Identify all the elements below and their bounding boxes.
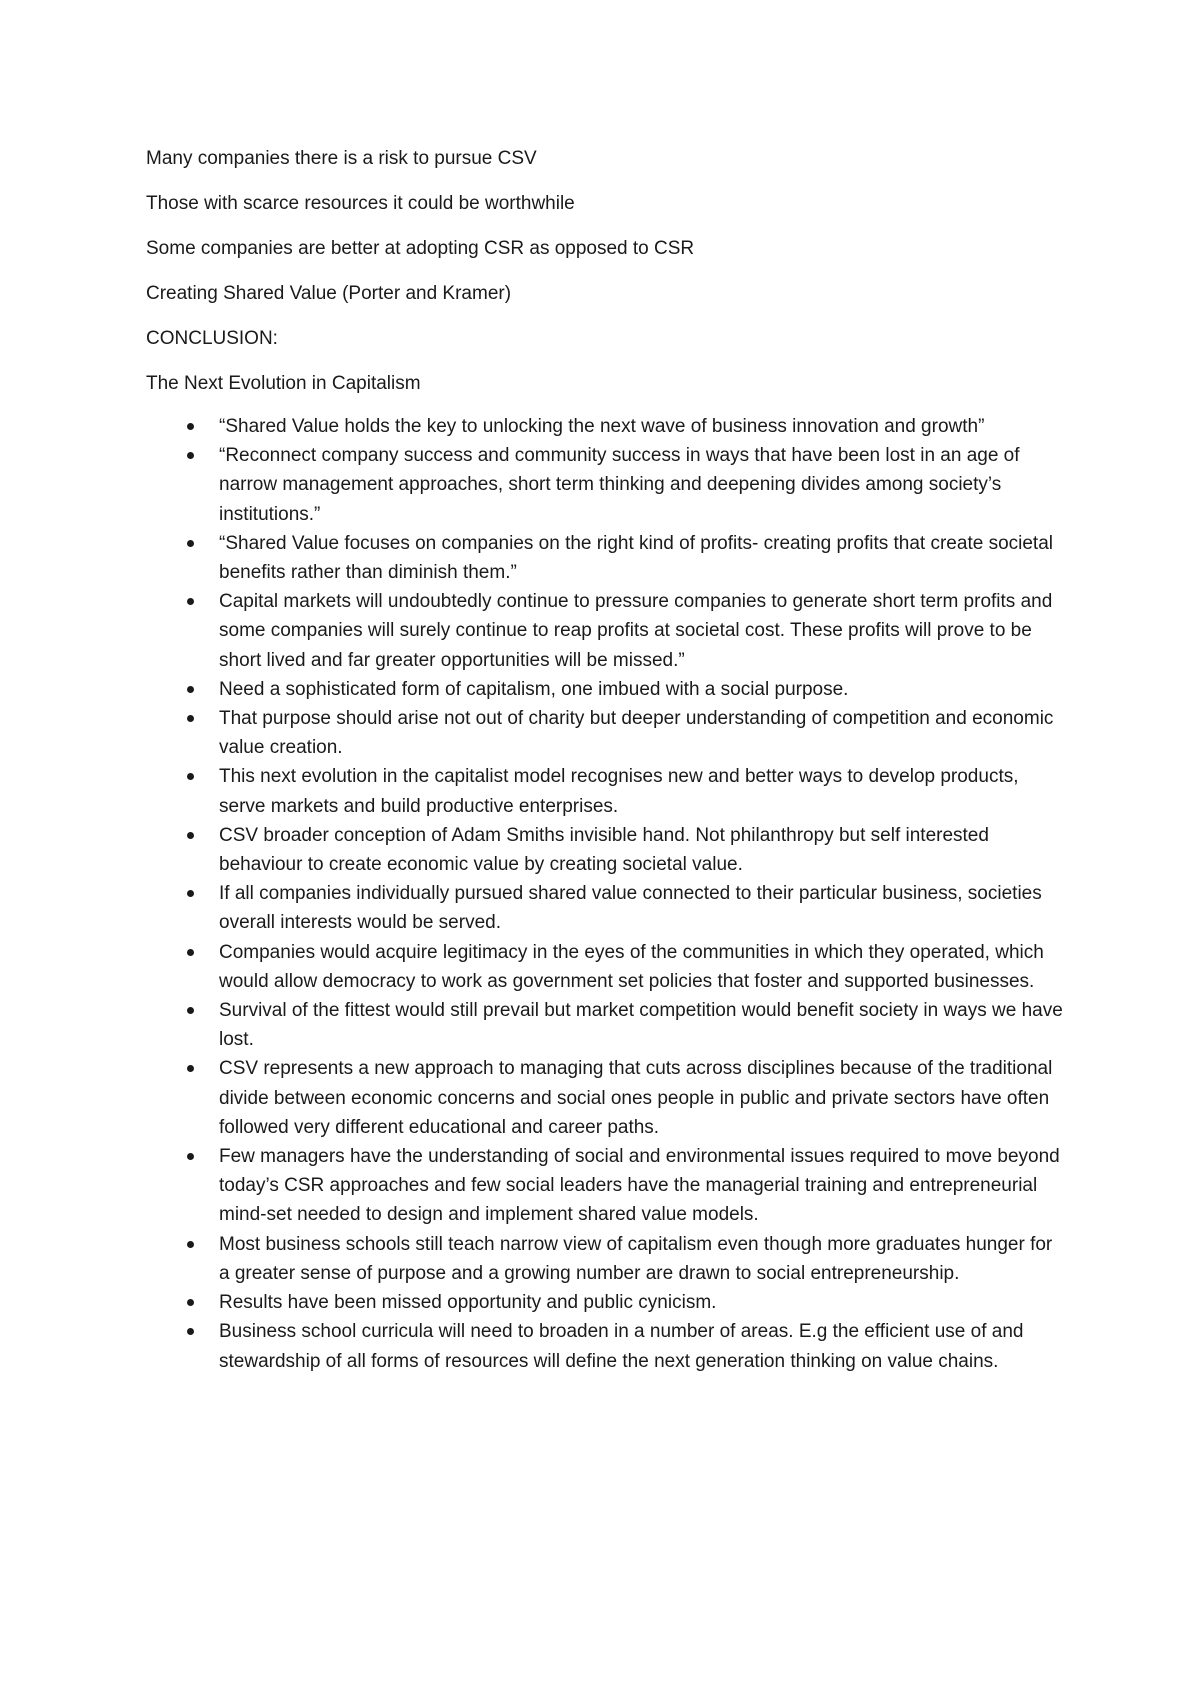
- list-item: [146, 675, 1066, 704]
- list-item-text: Survival of the fittest would still prevail but market competition would benefit society in ways we have lost.: [219, 1000, 1063, 1051]
- list-item: [146, 704, 1066, 762]
- bullet-icon: [187, 423, 194, 430]
- paragraph-creating-shared-value: Creating Shared Value (Porter and Kramer): [146, 283, 512, 304]
- list-item-text: Capital markets will undoubtedly continue to pressure companies to generate short term profits and some companies will surely continue to reap profits at societal cost. These profits will prove to be short lived and far greater opportunities will be missed.”: [219, 591, 1053, 671]
- list-item: [146, 412, 1066, 441]
- list-item: [146, 1054, 1066, 1142]
- bullet-icon: [187, 832, 194, 839]
- bullet-icon: [187, 1241, 194, 1248]
- list-item-text: “Reconnect company success and community success in ways that have been lost in an age of narrow management approaches, short term thinking and deepening divides among society’s institutions.”: [219, 445, 1020, 525]
- bullet-icon: [187, 540, 194, 547]
- bullet-icon: [187, 1153, 194, 1160]
- list-item-text: Business school curricula will need to broaden in a number of areas. E.g the efficient use of and stewardship of all forms of resources will define the next generation thinking on value chains.: [219, 1321, 1024, 1372]
- list-item: [146, 1142, 1066, 1230]
- bullet-icon: [187, 773, 194, 780]
- list-item: [146, 996, 1066, 1054]
- paragraph-adopting-csr: Some companies are better at adopting CSR as opposed to CSR: [146, 238, 695, 259]
- bullet-list: [146, 412, 1066, 1376]
- bullet-icon: [187, 686, 194, 693]
- list-item-text: Few managers have the understanding of social and environmental issues required to move beyond today’s CSR approaches and few social leaders have the managerial training and entrepreneurial mind-set needed to design and implement shared value models.: [219, 1146, 1060, 1226]
- document-body: [146, 146, 1066, 1376]
- bullet-icon: [187, 890, 194, 897]
- heading-conclusion: CONCLUSION:: [146, 328, 278, 349]
- paragraph-scarce-resources: Those with scarce resources it could be worthwhile: [146, 193, 575, 214]
- list-item-text: CSV broader conception of Adam Smiths invisible hand. Not philanthropy but self interested behaviour to create economic value by creating societal value.: [219, 824, 989, 876]
- bullet-icon: [187, 949, 194, 956]
- bullet-icon: [187, 1007, 194, 1014]
- list-item: [146, 762, 1066, 820]
- paragraph-risk-csv: Many companies there is a risk to pursue CSV: [146, 148, 537, 169]
- list-item: [146, 529, 1066, 587]
- list-item: [146, 1317, 1066, 1375]
- list-item: [146, 938, 1066, 996]
- list-item-text: Results have been missed opportunity and public cynicism.: [219, 1292, 717, 1314]
- list-item-text: Most business schools still teach narrow view of capitalism even though more graduates hunger for a greater sense of purpose and a growing number are drawn to social entrepreneurship.: [219, 1233, 1053, 1284]
- list-item-text: “Shared Value focuses on companies on the right kind of profits- creating profits that create societal benefits rather than diminish them.”: [219, 532, 1053, 584]
- list-item-text: If all companies individually pursued shared value connected to their particular business, societies overall interests would be served.: [219, 883, 1042, 934]
- bullet-icon: [187, 1328, 194, 1335]
- bullet-icon: [187, 452, 194, 459]
- list-item: [146, 1288, 1066, 1317]
- list-item: [146, 821, 1066, 879]
- list-item: [146, 879, 1066, 937]
- list-item-text: Need a sophisticated form of capitalism, one imbued with a social purpose.: [219, 678, 849, 700]
- heading-next-evolution: The Next Evolution in Capitalism: [146, 373, 421, 394]
- list-item-text: “Shared Value holds the key to unlocking the next wave of business innovation and growth”: [219, 416, 985, 437]
- list-item-text: This next evolution in the capitalist model recognises new and better ways to develop products, serve markets and build productive enterprises.: [219, 766, 1019, 817]
- list-item: [146, 441, 1066, 529]
- list-item-text: Companies would acquire legitimacy in the eyes of the communities in which they operated, which would allow democracy to work as government set policies that foster and supported businesses.: [219, 941, 1044, 992]
- list-item-text: CSV represents a new approach to managing that cuts across disciplines because of the traditional divide between economic concerns and social ones people in public and private sectors have often followed very different educational and career paths.: [219, 1058, 1053, 1138]
- list-item: [146, 1230, 1066, 1288]
- bullet-icon: [187, 598, 194, 605]
- bullet-icon: [187, 715, 194, 722]
- list-item-text: That purpose should arise not out of charity but deeper understanding of competition and economic value creation.: [219, 708, 1054, 759]
- bullet-icon: [187, 1065, 194, 1072]
- bullet-icon: [187, 1299, 194, 1306]
- list-item: [146, 587, 1066, 675]
